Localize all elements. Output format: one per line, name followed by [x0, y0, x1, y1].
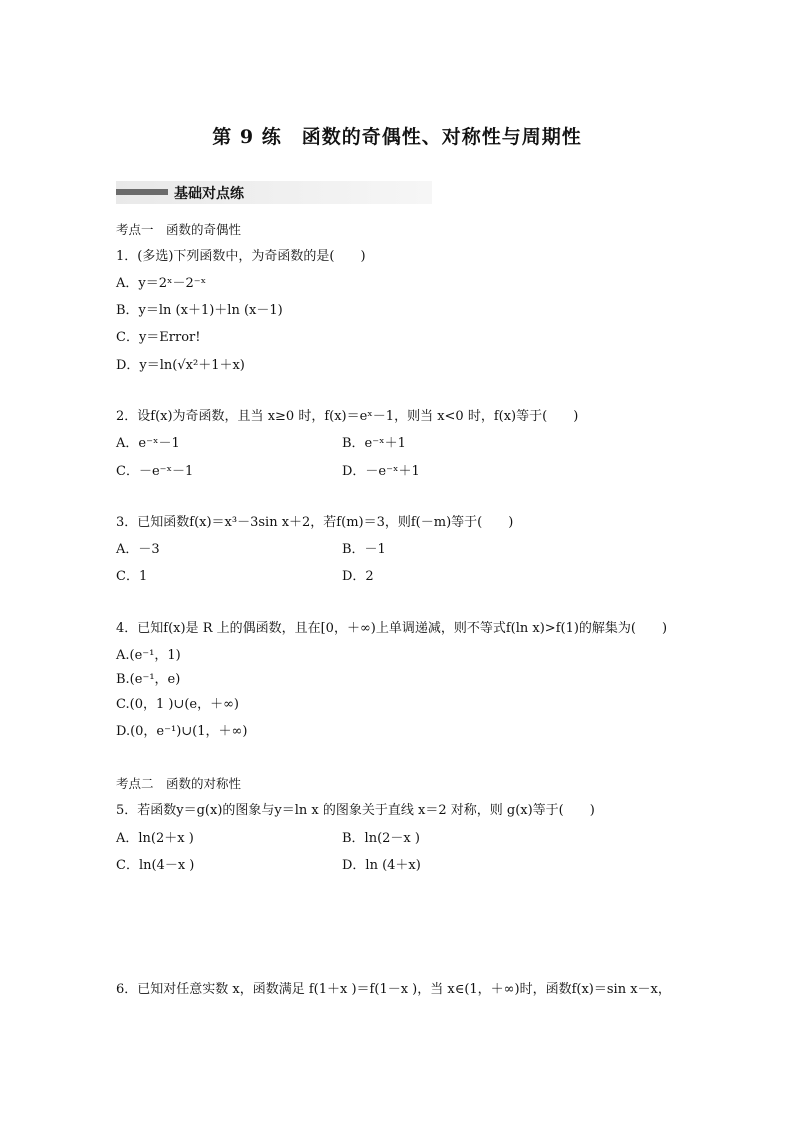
q2-option-d: D．－e⁻ˣ＋1 — [342, 464, 420, 479]
page-title: 第 9 练 函数的奇偶性、对称性与周期性 — [212, 126, 582, 148]
q4-option-d: D.(0，e⁻¹)∪(1，＋∞) — [116, 724, 248, 739]
q3-option-b: B．－1 — [342, 542, 386, 557]
q4-option-a: A.(e⁻¹，1) — [116, 648, 181, 663]
q1-option-d: D．y＝ln(√x²＋1＋x) — [116, 358, 245, 373]
q3-option-a: A．－3 — [116, 542, 160, 557]
q5-stem: 5．若函数y＝g(x)的图象与y＝ln x 的图象关于直线 x＝2 对称，则 g(x)等于( ) — [116, 803, 595, 818]
q5-option-c: C．ln(4－x ) — [116, 858, 195, 873]
topic-header-2: 考点二 函数的对称性 — [116, 776, 242, 791]
q1-stem: 1．(多选)下列函数中，为奇函数的是( ) — [116, 249, 366, 264]
q3-option-d: D．2 — [342, 569, 374, 584]
q1-option-b: B．y＝ln (x＋1)＋ln (x－1) — [116, 303, 283, 318]
q3-stem: 3．已知函数f(x)＝x³－3sin x＋2，若f(m)＝3，则f(－m)等于( ) — [116, 515, 514, 530]
q1-option-a: A．y＝2ˣ－2⁻ˣ — [116, 276, 207, 291]
section-header — [116, 181, 432, 204]
q5-option-a: A．ln(2＋x ) — [116, 831, 194, 846]
q2-option-c: C．－e⁻ˣ－1 — [116, 464, 194, 479]
q5-option-d: D．ln (4＋x) — [342, 858, 421, 873]
topic-header-1: 考点一 函数的奇偶性 — [116, 222, 242, 237]
q4-option-c: C.(0，1 )∪(e，＋∞) — [116, 697, 239, 712]
section-label: 基础对点练 — [174, 186, 244, 202]
q6-stem: 6．已知对任意实数 x，函数满足 f(1＋x )＝f(1－x )，当 x∈(1，＋∞)时，函数f(x)＝sin x－x， — [116, 982, 671, 997]
q3-option-c: C．1 — [116, 569, 148, 584]
q2-option-a: A．e⁻ˣ－1 — [116, 436, 180, 451]
section-stripe — [116, 189, 168, 195]
q2-stem: 2．设f(x)为奇函数，且当 x≥0 时，f(x)＝eˣ－1，则当 x<0 时，f(x)等于( ) — [116, 409, 579, 424]
q4-option-b: B.(e⁻¹，e) — [116, 672, 181, 687]
q4-stem: 4．已知f(x)是 R 上的偶函数，且在[0，＋∞)上单调递减，则不等式f(ln x)>f(1)的解集为( ) — [116, 621, 668, 636]
q2-option-b: B．e⁻ˣ＋1 — [342, 436, 406, 451]
q1-option-c: C．y＝Error! — [116, 330, 201, 345]
q5-option-b: B．ln(2－x ) — [342, 831, 420, 846]
